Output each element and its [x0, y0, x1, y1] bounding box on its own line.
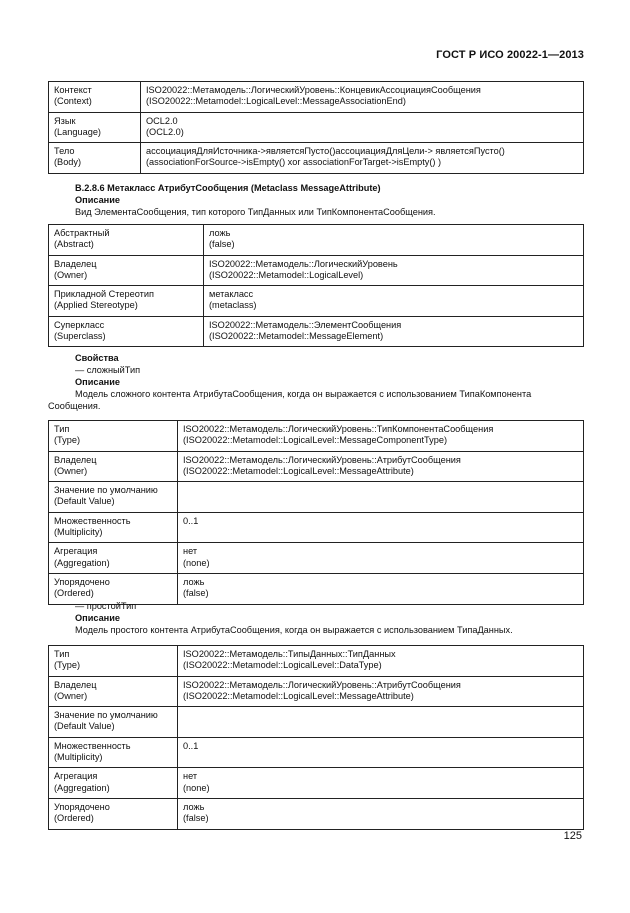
property-key-cell: Тип (Type): [49, 646, 178, 677]
table-row: [49, 512, 584, 543]
property-value-cell: [178, 482, 584, 513]
property-value-cell: нет (none): [178, 768, 584, 799]
property-key-cell: Владелец (Owner): [49, 676, 178, 707]
property-value-cell: OCL2.0 (OCL2.0): [141, 112, 584, 143]
property-value-cell: ложь (false): [178, 798, 584, 829]
table-row: [49, 798, 584, 829]
property-value-cell: [178, 707, 584, 738]
table-row: [49, 286, 584, 317]
page-number: 125: [563, 830, 582, 842]
table-row: [49, 482, 584, 513]
metaclass-table: [48, 224, 584, 347]
description-label: Описание: [75, 613, 120, 623]
property-value-cell: ISO20022::Метамодель::ТипыДанных::ТипДанных (ISO20022::Metamodel::LogicalLevel::DataType): [178, 646, 584, 677]
property-key-cell: Суперкласс (Superclass): [49, 316, 204, 347]
table-row: [49, 707, 584, 738]
property-key-cell: Тип (Type): [49, 421, 178, 452]
standard-header: ГОСТ Р ИСО 20022-1—2013: [436, 49, 584, 61]
description-label: Описание: [75, 377, 120, 387]
property-key-cell: Контекст (Context): [49, 82, 141, 113]
table-row: [49, 646, 584, 677]
property-value-cell: ISO20022::Метамодель::ЭлементСообщения (ISO20022::Metamodel::MessageElement): [204, 316, 584, 347]
description-label: Описание: [75, 195, 120, 205]
property-key-cell: Упорядочено (Ordered): [49, 798, 178, 829]
property-value-cell: ISO20022::Метамодель::ЛогическийУровень (ISO20022::Metamodel::LogicalLevel): [204, 255, 584, 286]
table-row: [49, 737, 584, 768]
properties-label: Свойства: [75, 353, 119, 363]
property-key-cell: Значение по умолчанию (Default Value): [49, 707, 178, 738]
property-value-cell: ложь (false): [204, 225, 584, 256]
table-row: [49, 676, 584, 707]
property-key-cell: Значение по умолчанию (Default Value): [49, 482, 178, 513]
table-row: [49, 82, 584, 113]
description-text: Вид ЭлементаСообщения, тип которого ТипДанных или ТипКомпонентаСообщения.: [75, 207, 436, 217]
table-row: [49, 225, 584, 256]
property-value-cell: ассоциацияДляИсточника->являетсяПусто()ассоциацияДляЦели-> являетсяПусто() (associationForSource->isEmpty() xor associationForTarget->isEmpty() ): [141, 143, 584, 174]
section-heading: В.2.8.6 Метакласс АтрибутСообщения (Metaclass MessageAttribute): [75, 183, 381, 193]
property-key-cell: Прикладной Стереотип (Applied Stereotype): [49, 286, 204, 317]
table-row: [49, 255, 584, 286]
property-key-cell: Упорядочено (Ordered): [49, 573, 178, 604]
table-row: [49, 143, 584, 174]
table-row: [49, 768, 584, 799]
table-row: [49, 316, 584, 347]
property-value-cell: нет (none): [178, 543, 584, 574]
description-text: Модель сложного контента АтрибутаСообщения, когда он выражается с использованием ТипаКомпонента: [75, 389, 532, 399]
property-value-cell: ISO20022::Метамодель::ЛогическийУровень::АтрибутСообщения (ISO20022::Metamodel::LogicalLevel::MessageAttribute): [178, 676, 584, 707]
property-key-cell: Агрегация (Aggregation): [49, 543, 178, 574]
property-key-cell: Множественность (Multiplicity): [49, 512, 178, 543]
property-key-cell: Абстрактный (Abstract): [49, 225, 204, 256]
constraint-table: [48, 81, 584, 174]
simple-type-table: [48, 645, 584, 830]
description-text: Модель простого контента АтрибутаСообщения, когда он выражается с использованием ТипаДанных.: [75, 625, 513, 635]
property-value-cell: ложь (false): [178, 573, 584, 604]
property-value-cell: ISO20022::Метамодель::ЛогическийУровень::АтрибутСообщения (ISO20022::Metamodel::LogicalLevel::MessageAttribute): [178, 451, 584, 482]
property-value-cell: ISO20022::Метамодель::ЛогическийУровень::КонцевикАссоциацияСообщения (ISO20022::Metamodel::LogicalLevel::MessageAssociationEnd): [141, 82, 584, 113]
table-row: [49, 573, 584, 604]
complex-type-table: [48, 420, 584, 605]
table-row: [49, 543, 584, 574]
property-value-cell: ISO20022::Метамодель::ЛогическийУровень::ТипКомпонентаСообщения (ISO20022::Metamodel::LogicalLevel::MessageComponentType): [178, 421, 584, 452]
property-key-cell: Тело (Body): [49, 143, 141, 174]
property-key-cell: Владелец (Owner): [49, 255, 204, 286]
property-key-cell: Агрегация (Aggregation): [49, 768, 178, 799]
property-key-cell: Язык (Language): [49, 112, 141, 143]
table-row: [49, 112, 584, 143]
property-key-cell: Множественность (Multiplicity): [49, 737, 178, 768]
property-value-cell: 0..1: [178, 512, 584, 543]
property-key-cell: Владелец (Owner): [49, 451, 178, 482]
table-row: [49, 451, 584, 482]
table-row: [49, 421, 584, 452]
property-name-complex: — сложныйТип: [75, 365, 141, 375]
description-text-cont: Сообщения.: [48, 401, 101, 411]
property-value-cell: метакласс (metaclass): [204, 286, 584, 317]
property-name-simple: — простойТип: [75, 601, 137, 611]
property-value-cell: 0..1: [178, 737, 584, 768]
